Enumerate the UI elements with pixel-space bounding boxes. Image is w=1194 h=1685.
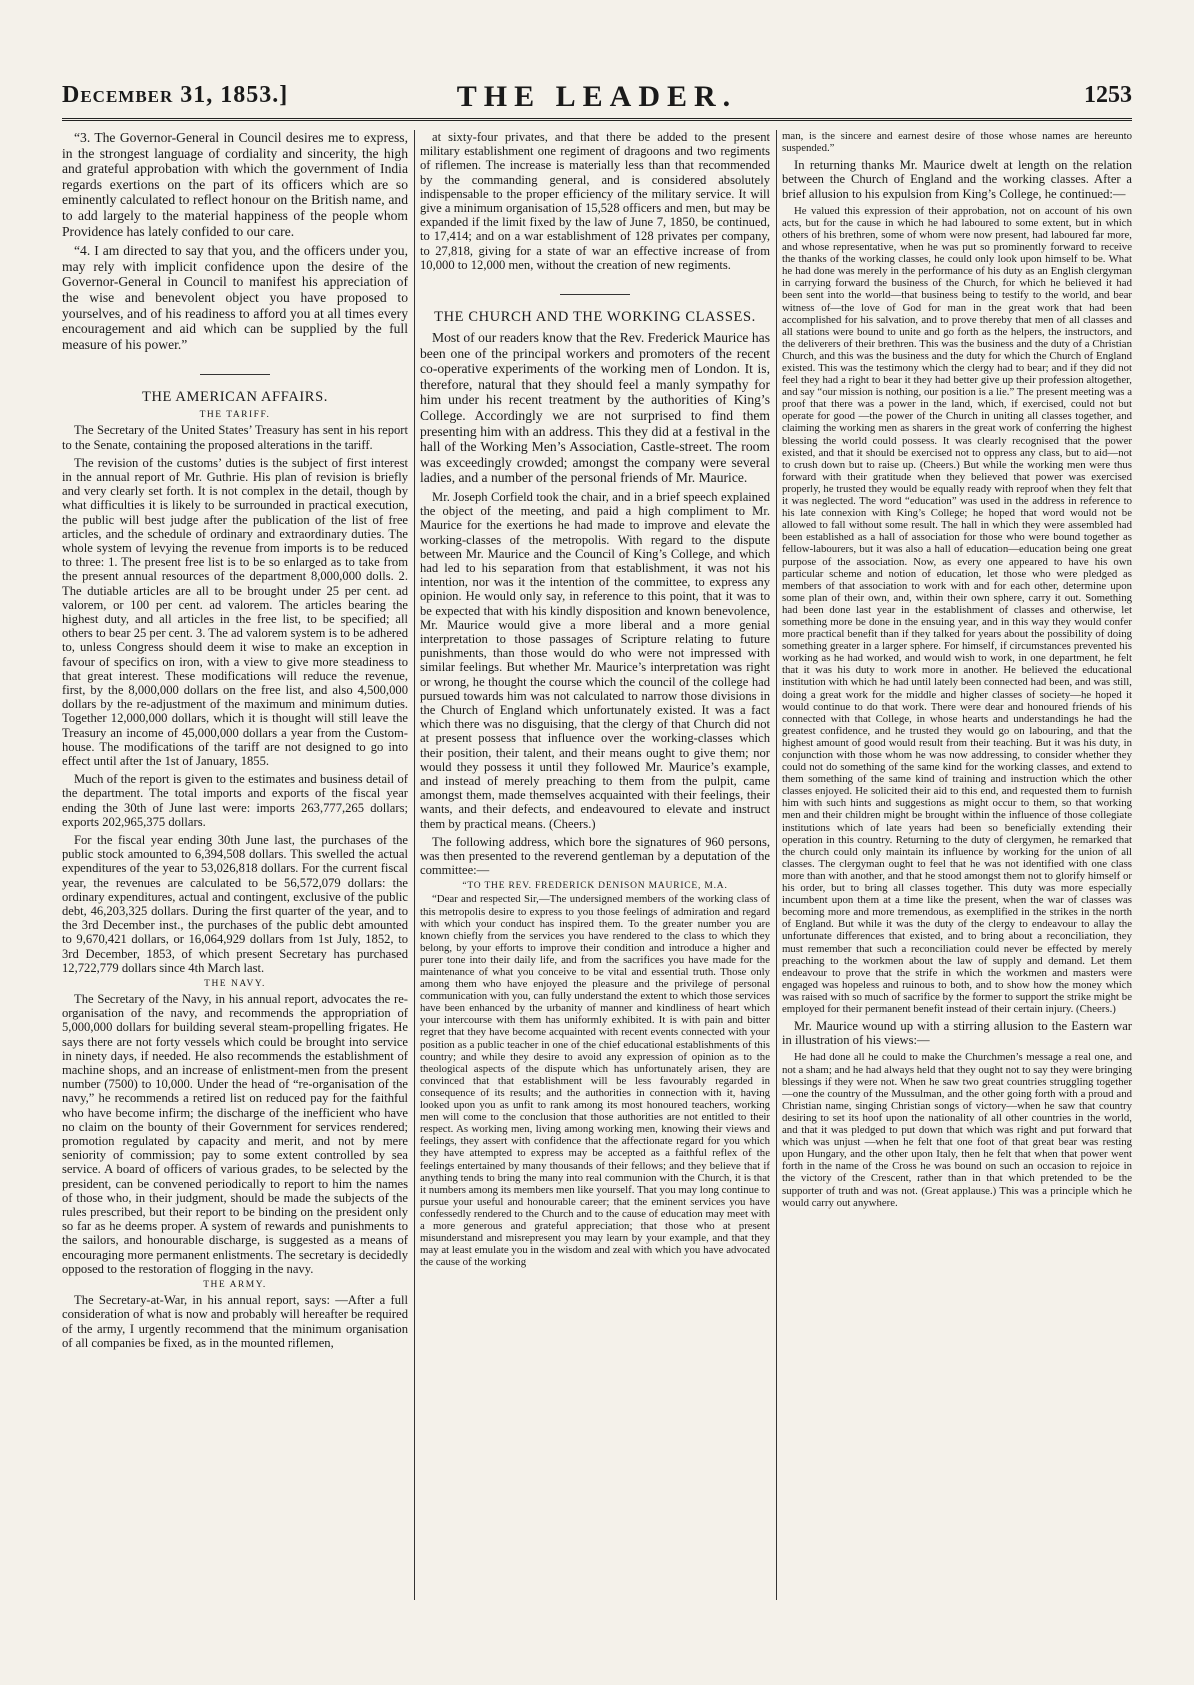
tariff-paragraph: The Secretary of the United States’ Treasury has sent in his report to the Senate, containing the proposed alterations in the tariff. — [62, 423, 408, 452]
church-paragraph: Most of our readers know that the Rev. Frederick Maurice has been one of the principal workers and promoters of the recent co-operative experiments of the working men of London. It is, therefore, natural that they should feel a manly sympathy for him under his recent treatment by the authorities of King’s College. Accordingly we are not surprised to find them presenting him with an address. This they did at a festival in the hall of the Working Men’s Association, Castle-street. The room was exceedingly crowded; amongst the company were several ladies, and a number of the personal friends of Mr. Maurice. — [420, 330, 770, 486]
address-paragraph-end: man, is the sincere and earnest desire of those whose names are hereunto suspended.” — [782, 130, 1132, 155]
navy-paragraph: The Secretary of the Navy, in his annual report, advocates the re-organisation of the navy, and recommends the appropriation of 5,000,000 dollars for building several steam-propelling frigates. He says there are not forty vessels which could be brought into service in ninety days, if needed. He also recommends the establishment of machine shops, and an increase of enlistment-men from the present number (7500) to 10,000. Under the head of “re-organisation of the navy,” he recommends a retired list on reduced pay for the faithful who have become infirm; the discharge of the inefficient who have no claim on the bounty of their Government for services rendered; promotion regulated by capacity and merit, and not by mere seniority of commission; pay to some extent controlled by sea service. A board of officers of various grades, to be selected by the president, can be convened periodically to report to him the names of those who, in their judgment, should be made the subjects of the rules prescribed, but their report to be binding on the president only so far as he deems proper. A system of rewards and punishments to the sailors, and honourable discharge, is suggested as a means of encouraging more permanent enlistments. The secretary is decidedly opposed to the restoration of flogging in the navy. — [62, 992, 408, 1276]
section-rule — [560, 294, 630, 295]
column-divider — [776, 130, 777, 1600]
subheading-tariff: THE TARIFF. — [199, 410, 271, 421]
reply-speech-paragraph: He had done all he could to make the Churchmen’s message a real one, and not a sham; and he had always held that they ought not to say they were bringing blessings if they were not. When he saw two great countries struggling together—one the country of the Mussulman, and the other going forth with a proud and Christian name, singing Christian songs of victory—when he saw that country desiring to set its hoof upon the nationality of all other countries in the world, and that it was pledged to put down that which was right and put forward that which was unjust —when he felt that one foot of that great bear was resting upon Hungary, and the other upon Italy, then he felt that when that power went forth in the name of the Cross he was bound on such an occasion to rejoice in the victory of the Crescent, rather than in that which pretended to be the supporter of truth and was not. (Great applause.) This was a principle which he would carry out anywhere. — [782, 1051, 1132, 1209]
section-rule — [200, 374, 270, 375]
section-title: THE CHURCH AND THE WORKING CLASSES. — [434, 309, 756, 326]
church-paragraph: Mr. Joseph Corfield took the chair, and in a brief speech explained the object of the meeting, and paid a high compliment to Mr. Maurice for the exertions he had made to improve and elevate the working-classes of the metropolis. With regard to the dispute between Mr. Maurice and the Council of King’s College, and which had led to his separation from that establishment, it was not his intention, nor was it the intention of the committee, to express any opinion. He would only say, in reference to this point, that it was to be expected that with his kindly disposition and known benevolence, Mr. Maurice would give a more liberal and a more genial interpretation to those passages of Scripture relating to future punishments, than those would do who were not impressed with similar feelings. But whether Mr. Maurice’s interpretation was right or wrong, he thought the course which the council of the college had pursued towards him was not calculated to narrow those divisions in the Church of England which unfortunately existed. It was a fact which there was no disguising, that the clergy of that Church did not at present possess that influence over the working-classes which their position, their talent, and their means ought to give them; nor would they possess it until they followed Mr. Maurice’s example, and instead of merely preaching to them from the pulpit, came amongst them, made themselves acquainted with their feelings, their wants, and their defects, and endeavoured to elevate and instruct them by practical means. (Cheers.) — [420, 489, 770, 831]
masthead — [62, 78, 1132, 121]
tariff-paragraph: The revision of the customs’ duties is the subject of first interest in the annual report of Mr. Guthrie. His plan of revision is briefly and very clearly set forth. It is not complex in the detail, though by what difficulties it is likely to be surrounded in practical execution, the public will best judge after the publication of the list of free articles, and the schedule of ordinary and extraordinary duties. The whole system of levying the revenue from imports is to be reduced to three: 1. The present free list is to be so enlarged as to take from the present annual resources of the department 8,000,000 dolls. 2. The dutiable articles are all to be brought under 25 per cent. ad valorem, or 100 per cent. ad valorem. The articles bearing the highest duty, and all articles in the free list, to be specified; all others to bear 25 per cent. 3. The ad valorem system is to be adhered to, unless Congress should deem it wise to make an exception in favour of specifics on iron, with a view to give more steadiness to that great interest. These modifications will reduce the revenue, first, by the 8,000,000 dollars on the free list, and also 4,500,000 dollars by the re-adjustment of the maximum and minimum duties. Together 12,000,000 dollars, which it is thought will still leave the Treasury an income of 45,000,000 dollars a year from the Custom-house. The modifications of the tariff are not designed to go into effect until after the 1st of January, 1855. — [62, 455, 408, 768]
reply-paragraph: In returning thanks Mr. Maurice dwelt at length on the relation between the Church of England and the working classes. After a brief allusion to his expulsion from King’s College, he continued:— — [782, 158, 1132, 201]
reply-paragraph: Mr. Maurice wound up with a stirring allusion to the Eastern war in illustration of his views:— — [782, 1019, 1132, 1048]
army-paragraph-continued: at sixty-four privates, and that there be added to the present military establishment one regiment of dragoons and two regiments of riflemen. The increase is materially less than that recommended by the commanding general, and is considered absolutely indispensable to the proper efficiency of the military service. It will give a minimum organisation of 15,528 officers and men, but may be expanded if the limit fixed by the law of June 7, 1850, be continued, to 17,414; and on a war establishment of 128 privates per company, to 27,818, giving for a state of war an effective increase of from 10,000 to 12,000 men, without the creation of new regiments. — [420, 130, 770, 272]
subheading-army: THE ARMY. — [203, 1280, 267, 1291]
newspaper-title: THE LEADER. — [456, 80, 738, 113]
section-title: THE AMERICAN AFFAIRS. — [142, 389, 328, 406]
newspaper-page — [62, 78, 1132, 1350]
section-heading-american-affairs — [62, 374, 408, 406]
address-paragraph: “Dear and respected Sir,—The undersigned members of the working class of this metropolis desire to express to you those feelings of admiration and regard with which your conduct has inspired them. To the greater number you are known chiefly from the services you have rendered to the class to which they belong, by your efforts to improve their condition and introduce a higher and purer tone into their daily life, and from the sacrifices you have made for the maintenance of what you conceive to be vital and essential truth. Those only among them who have enjoyed the pleasure and the privilege of personal communication with you, can fully understand the extent to which those services have been enhanced by the urbanity of manner and kindliness of heart which your intercourse with them has uniformly exhibited. It is with pain and bitter regret that they have become acquainted with recent events connected with your position as a public teacher in one of the chief educational establishments of this country; and while they desire to avoid any expression of opinion as to the theological aspects of the dispute which has unfortunately arisen, they are convinced that that establishment will be less favourably regarded in consequence of its results; and the authorities in connection with it, having looked upon you as unfit to rank among its most honoured teachers, working men will come to the conclusion that those authorities are not entitled to their respect. As working men, living among working men, knowing their views and feelings, they assert with confidence that the affectionate regard for you which they have attempted to express may be accepted as a faithful reflex of the feelings entertained by many thousands of their fellows; and they believe that if anything tends to bring the many into real communion with the Church, it is that it numbers among its members men like yourself. That you may long continue to pursue your useful and honourable career; that the eminent services you have confessedly rendered to the Church and to the cause of education may meet with a more generous and grateful appreciation; that those who at present misunderstand and misrepresent you may learn by your example, and that they may at least emulate you in the wisdom and zeal with which you have advocated the cause of the working — [420, 893, 770, 1269]
tariff-paragraph: For the fiscal year ending 30th June last, the purchases of the public stock amounted to 6,394,508 dollars. This swelled the actual expenditures of the year to 53,026,818 dollars. For the current fiscal year, the revenues are calculated to be 56,572,079 dollars: the ordinary expenditures, actual and contingent, exclusive of the public debt, 46,203,325 dollars. During the first quarter of the year, and to the 3rd December inst., the purchases of the public debt amounted to 9,670,421 dollars, or 16,064,929 dollars from 1st July, 1852, to 3rd December, 1853, of which present Secretary has purchased 12,722,779 dollars since 4th March last. — [62, 833, 408, 975]
reply-speech-paragraph: He valued this expression of their approbation, not on account of his own acts, but for the cause in which he had laboured to some extent, but in which others of his brethren, some of whom were now present, had laboured far more, and whose representative, when he was put so prominently forward to receive the thanks of the working classes, he could only look upon himself to be. What he had done was merely in the performance of his duty as an English clergyman in carrying forward the business of the Church, for which he believed it had been sent into the world—that business being to testify to the world, and bear witness of—the love of God for man in the great work that had been accomplished for his salvation, and to prove thereby that men of all classes and all stations were bound to unite and go forth as the helpers, the instructors, and the deliverers of their brethren. This was the business and the duty of a Christian Church, and this was the business and the duty for which the Church of England existed. This was the testimony which the clergy had to bear; and if they did not feel they had a right to bear it they had better give up their profession altogether, and say “our mission is nothing, our position is a lie.” The present meeting was a proof that there was a power in the land, which, if exercised, could not but operate for good —the power of the Church in uniting all classes together, and claiming the working men as sharers in the great work of conferring the highest blessing the world could possess. It was clearly recognised that the power existed, and that it should be exercised not to oppress any class, but to aid—not to crush down but to raise up. (Cheers.) But while the working men were thus forward with their gratitude when they believed that power was exercised properly, he trusted they would be equally ready with reproof when they felt that it was neglected. The word “education” was used in the address in reference to his late connexion with King’s College; he hoped that word would not be allowed to fall without some result. The hall in which they were assembled had been established as a hall of association for those who were bound together as fellow-labourers, but it was also a hall of education—education being one great purpose of the association. Now, as every one appeared to have his own particular scheme and notion of education, let those who were pledged as members of that association to work with and for each other, determine upon some plan of their own, and, within their own sphere, carry it out. Something had been done last year in the establishment of classes and otherwise, let something more be done in the ensuing year, and in this way they would confer more practical benefit than if they talked for years about the possibility of doing something greater in a larger sphere. For himself, if circumstances prevented his working as he had worked, and would wish to work, in one department, he felt that it was his duty to work more in another. He believed the educational institution with which he had until lately been connected had been, and was still, doing a great work for the middle and higher classes of society—he hoped it would continue to do that work. There were dear and honoured friends of his connected with that College, in whose hearts and understandings he had the greatest confidence, and he trusted they would go on labouring, and that the highest amount of good would result from their teaching. But it was his duty, in conjunction with those whom he was now addressing, to consider whether they could not do something of the same kind for the working classes, and extend to them something of the same kind of training and instruction which the other classes enjoyed. He solicited their aid to this end, and requested them to furnish him with such hints and suggestions as might occur to them, so that working men and their children might be brought within the influence of those collegiate institutions which of late years had been so beneficially extending their operation in this country. Returning to the duty of clergymen, he remarked that the church could only maintain its influence by working for the union of all classes. The clergyman ought to feel that he was not identified with one class more than with another, and that he stood amongst them not to glorify himself or his order, but to bring all classes together. This duty was more especially incumbent upon them at a time like the present, when the war of classes was becoming more and more tremendous, as exemplified in the strikes in the north of England. But while it was the duty of the clergy to endeavour to allay the unfortunate differences that existed, and to bring about a reconciliation, they must remember that such a reconciliation could never be effected by merely preaching to the workmen about the law of supply and demand. Let them endeavour to prove that the strife in which the workmen and masters were engaged was hopeless and ruinous to both, and to show how the money which was raised with so much of sacrifice by the former to support the strike might be employed for their permanent benefit instead of their certain injury. (Cheers.) — [782, 204, 1132, 1015]
army-paragraph: The Secretary-at-War, in his annual report, says: —After a full consideration of what is now and probably will hereafter be required of the army, I urgently recommend that the minimum organisation of all companies be fixed, as in the mounted riflemen, — [62, 1293, 408, 1350]
column-left — [62, 130, 408, 1600]
subheading-navy: THE NAVY. — [204, 979, 266, 990]
india-letter-paragraph: “3. The Governor-General in Council desires me to express, in the strongest language of cordiality and sincerity, the high and grateful approbation with which the government of India regards exertions on the part of its officers which are so eminently calculated to reflect honour on the British name, and to add largely to the material happiness of the people whom Providence has lately confided to our care. — [62, 130, 408, 239]
address-heading: “TO THE REV. FREDERICK DENISON MAURICE, M.A. — [462, 881, 728, 892]
india-letter-paragraph: “4. I am directed to say that you, and the officers under you, may rely with implicit confidence upon the desire of the Governor-General in Council to manifest his appreciation of the wise and benevolent object you have proposed to yourselves, and of his readiness to afford you at all times every encouragement and aid which can be supplied by the full measure of his power.” — [62, 243, 408, 352]
article-columns — [62, 130, 1132, 1600]
column-divider — [414, 130, 415, 1600]
issue-date: December 31, 1853.] — [62, 82, 289, 108]
tariff-paragraph: Much of the report is given to the estimates and business detail of the department. The total imports and exports of the fiscal year ending the 30th of June last were: imports 263,777,265 dollars; exports 202,965,375 dollars. — [62, 772, 408, 829]
section-heading-church — [420, 294, 770, 326]
column-right — [782, 130, 1132, 1600]
page-number: 1253 — [1084, 82, 1132, 108]
column-middle — [420, 130, 770, 1600]
church-paragraph: The following address, which bore the signatures of 960 persons, was then presented to the reverend gentleman by a deputation of the committee:— — [420, 834, 770, 878]
